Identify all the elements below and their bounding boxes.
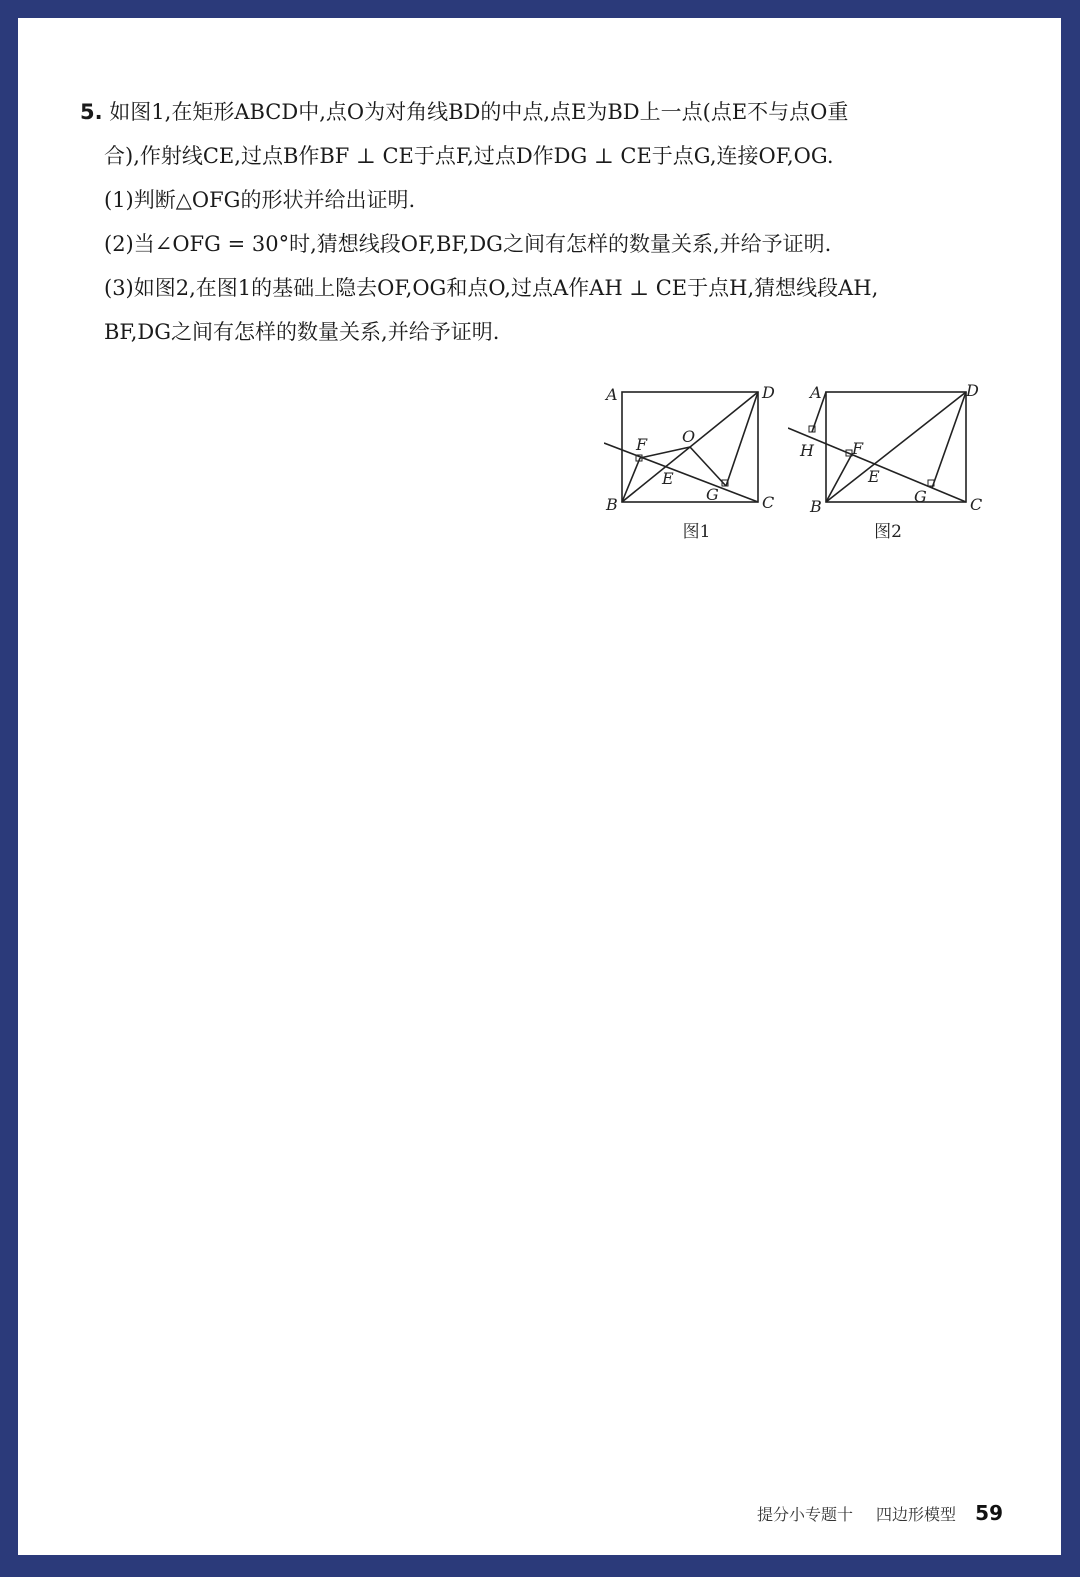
footer-topic: 四边形模型: [876, 1505, 957, 1524]
label-b: B: [606, 495, 618, 514]
figure-1: [604, 370, 789, 542]
label-o: O: [682, 427, 696, 446]
question-3-line-2: BF,DG之间有怎样的数量关系,并给予证明.: [104, 320, 500, 344]
label-b: B: [810, 497, 822, 515]
figure-2-caption: 图2: [874, 522, 902, 542]
label-e: E: [868, 467, 880, 486]
label-d: D: [762, 383, 775, 402]
figure-1-diagram: [604, 370, 789, 515]
problem-line-2: 合),作射线CE,过点B作BF ⊥ CE于点F,过点D作DG ⊥ CE于点G,连接OF,OG.: [104, 144, 834, 168]
question-1: (1)判断△OFG的形状并给出证明.: [104, 188, 416, 212]
label-c: C: [762, 493, 775, 512]
label-a: A: [810, 383, 822, 402]
question-3-line-1: (3)如图2,在图1的基础上隐去OF,OG和点O,过点A作AH ⊥ CE于点H,猜想线段AH,: [104, 276, 879, 300]
segment-dg: [932, 392, 966, 488]
question-2: (2)当∠OFG = 30°时,猜想线段OF,BF,DG之间有怎样的数量关系,并给予证明.: [104, 232, 832, 256]
problem-number: 5.: [80, 100, 103, 124]
label-f: F: [636, 435, 648, 454]
figure-1-caption: 图1: [682, 522, 711, 542]
label-g: G: [914, 487, 927, 506]
label-f: F: [852, 439, 864, 458]
label-g: G: [706, 485, 719, 504]
segment-bf: [826, 454, 852, 502]
segment-og: [690, 447, 726, 486]
page-number: 59: [975, 1501, 1003, 1525]
figure-2: [788, 370, 988, 542]
footer-section: 提分小专题十: [756, 1505, 853, 1524]
problem-line-1: [80, 90, 1010, 134]
segment-dg: [726, 392, 758, 486]
ray-ce: [604, 443, 758, 502]
label-c: C: [970, 495, 983, 514]
problem-5: [80, 90, 1010, 354]
label-e: E: [662, 469, 674, 488]
page: [18, 18, 1061, 1555]
problem-text-1: 如图1,在矩形ABCD中,点O为对角线BD的中点,点E为BD上一点(点E不与点O重: [109, 100, 849, 124]
label-a: A: [606, 385, 618, 404]
label-h: H: [800, 441, 814, 460]
page-footer: [757, 1501, 1003, 1525]
diagonal-bd: [826, 392, 966, 502]
label-d: D: [966, 381, 979, 400]
figure-2-diagram: [788, 370, 988, 515]
